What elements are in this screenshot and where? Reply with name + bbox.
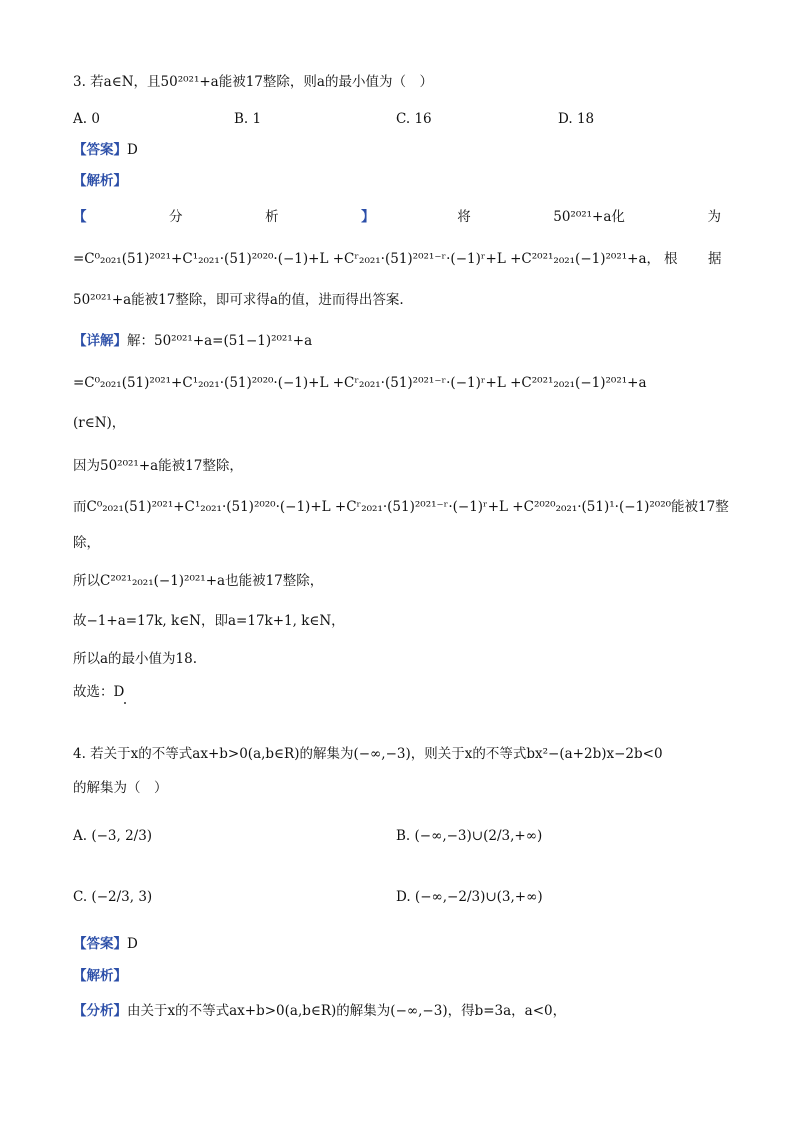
q4-stem-line1: 4. 若关于x的不等式ax+b>0(a,b∈R)的解集为(−∞,−3)，则关于x的不等式bx²−(a+2b)x−2b<0 <box>73 746 663 762</box>
q3-detail-line9: 所以a的最小值为18. <box>73 651 198 667</box>
stray-dot <box>124 702 126 704</box>
q3-fenxi-line1: 【 分 析 】 将 50²⁰²¹+a化 为 <box>73 209 721 225</box>
q3-option-d: D. 18 <box>558 111 595 127</box>
q3-option-a: A. 0 <box>73 111 100 127</box>
q4-option-c: C. (−2/3, 3) <box>73 889 153 905</box>
q3-detail-line8: 故−1+a=17k, k∈N，即a=17k+1, k∈N， <box>73 613 345 629</box>
q4-option-b: B. (−∞,−3)∪(2/3,+∞) <box>396 828 543 844</box>
q3-fenxi-tail-1: 根 <box>664 251 678 267</box>
q3-option-b: B. 1 <box>234 111 262 127</box>
q3-detail-line2: =C⁰₂₀₂₁(51)²⁰²¹+C¹₂₀₂₁·(51)²⁰²⁰·(−1)+L +Cʳ₂₀₂₁·(51)²⁰²¹⁻ʳ·(−1)ʳ+L +C²⁰²¹₂₀₂₁(−1)²⁰²¹+a <box>73 375 647 391</box>
q3-stem: 3. 若a∈N，且50²⁰²¹+a能被17整除，则a的最小值为（ ） <box>73 74 433 90</box>
q3-option-c: C. 16 <box>396 111 432 127</box>
q3-choose: 故选：D <box>73 684 125 700</box>
q3-detail-line5: 而C⁰₂₀₂₁(51)²⁰²¹+C¹₂₀₂₁·(51)²⁰²⁰·(−1)+L +Cʳ₂₀₂₁·(51)²⁰²¹⁻ʳ·(−1)ʳ+L +C²⁰²⁰₂₀₂₁·(51)¹·(−1)²⁰²⁰能被17整 <box>73 499 729 515</box>
q4-stem-line2: 的解集为（ ） <box>73 780 168 796</box>
q3-analysis-tag: 【解析】 <box>73 173 127 189</box>
q3-detail-line3: (r∈N)， <box>73 415 126 431</box>
q4-analysis-tag: 【解析】 <box>73 968 127 984</box>
q3-fenxi-line3: 50²⁰²¹+a能被17整除，即可求得a的值，进而得出答案. <box>73 292 404 308</box>
q3-detail-line1: 【详解】解：50²⁰²¹+a=(51−1)²⁰²¹+a <box>73 333 313 349</box>
q4-option-d: D. (−∞,−2/3)∪(3,+∞) <box>396 889 543 905</box>
q3-answer: 【答案】D <box>73 142 138 158</box>
q4-option-a: A. (−3, 2/3) <box>73 828 153 844</box>
q4-fenxi: 【分析】由关于x的不等式ax+b>0(a,b∈R)的解集为(−∞,−3)，得b=3a，a<0， <box>73 1003 567 1019</box>
q3-fenxi-tail-2: 据 <box>708 251 722 267</box>
q3-detail-line4: 因为50²⁰²¹+a能被17整除， <box>73 458 243 474</box>
q4-answer: 【答案】D <box>73 936 138 952</box>
q3-detail-line6: 除， <box>73 535 100 551</box>
q3-fenxi-expansion: =C⁰₂₀₂₁(51)²⁰²¹+C¹₂₀₂₁·(51)²⁰²⁰·(−1)+L +Cʳ₂₀₂₁·(51)²⁰²¹⁻ʳ·(−1)ʳ+L +C²⁰²¹₂₀₂₁(−1)²⁰²¹+a， <box>73 251 660 267</box>
q3-detail-line7: 所以C²⁰²¹₂₀₂₁(−1)²⁰²¹+a也能被17整除， <box>73 573 324 589</box>
